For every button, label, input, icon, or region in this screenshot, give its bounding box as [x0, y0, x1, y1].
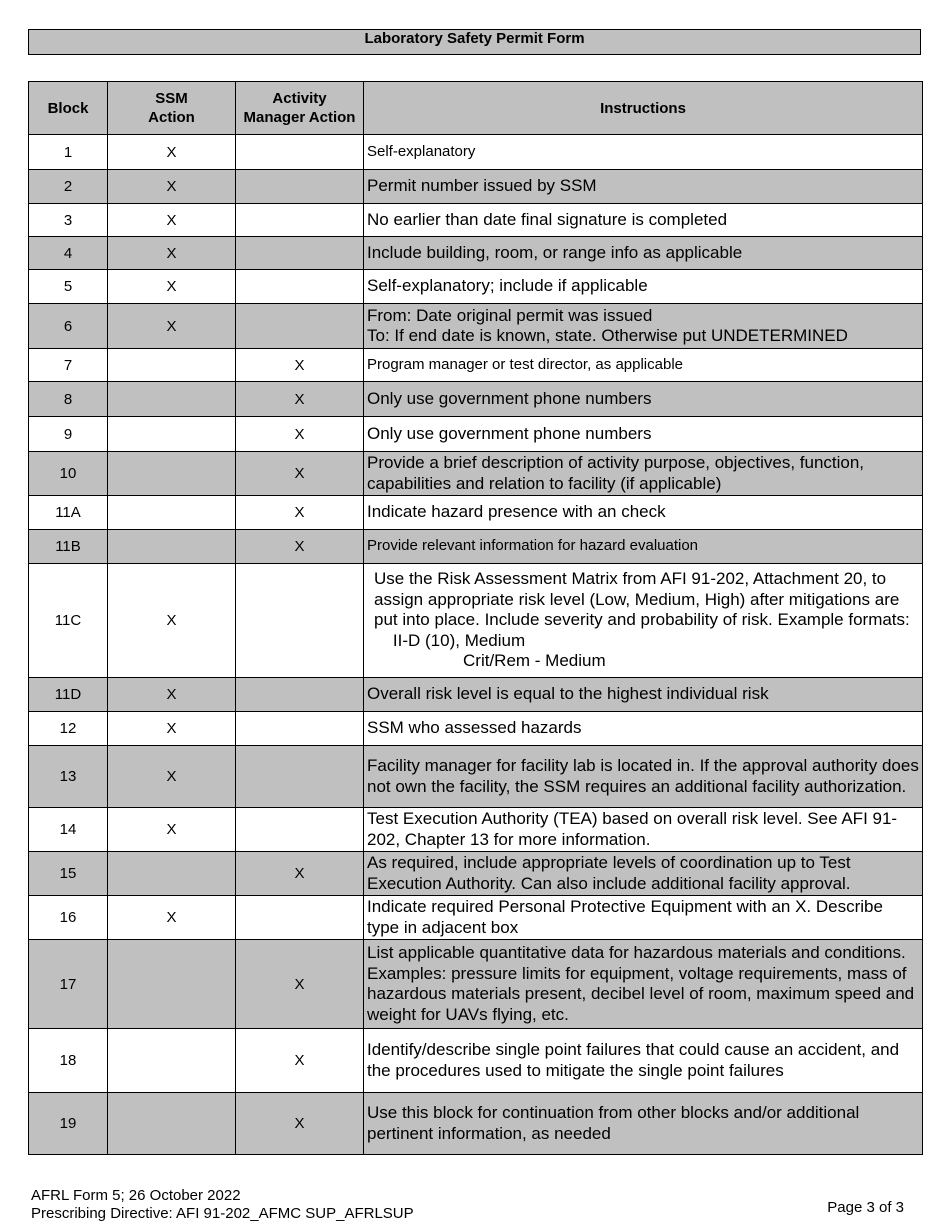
header-ssm-line2: Action: [148, 109, 195, 126]
block-number: 4: [29, 237, 108, 270]
ssm-action-mark: X: [108, 270, 236, 304]
instruction-text: Test Execution Authority (TEA) based on overall risk level. See AFI 91-202, Chapter 13 for more information.: [364, 808, 923, 852]
block-number: 17: [29, 940, 108, 1029]
table-row: [29, 530, 923, 564]
ssm-action-mark: [108, 382, 236, 417]
am-action-mark: X: [236, 940, 364, 1029]
ssm-action-mark: [108, 1029, 236, 1093]
am-action-mark: X: [236, 1093, 364, 1155]
ssm-action-mark: X: [108, 170, 236, 204]
am-action-mark: [236, 808, 364, 852]
table-row: [29, 417, 923, 452]
ssm-action-mark: X: [108, 564, 236, 678]
block-number: 2: [29, 170, 108, 204]
table-row: [29, 270, 923, 304]
table-row: [29, 237, 923, 270]
ssm-action-mark: X: [108, 204, 236, 237]
instruction-text: [364, 304, 923, 349]
block-number: 8: [29, 382, 108, 417]
am-action-mark: [236, 564, 364, 678]
block-number: 6: [29, 304, 108, 349]
footer-form-info: [31, 1187, 414, 1223]
ssm-action-mark: X: [108, 746, 236, 808]
am-action-mark: [236, 712, 364, 746]
ssm-action-mark: X: [108, 678, 236, 712]
instruction-text: Identify/describe single point failures that could cause an accident, and the procedures used to mitigate the single point failures: [364, 1029, 923, 1093]
ssm-action-mark: X: [108, 712, 236, 746]
block-number: 19: [29, 1093, 108, 1155]
instruction-text: Overall risk level is equal to the highest individual risk: [364, 678, 923, 712]
instruction-text: Self-explanatory: [364, 135, 923, 170]
am-action-mark: [236, 896, 364, 940]
table-row: [29, 452, 923, 496]
instruction-text: Use this block for continuation from other blocks and/or additional pertinent information, as needed: [364, 1093, 923, 1155]
table-row: [29, 896, 923, 940]
header-instructions: Instructions: [364, 82, 923, 135]
am-action-mark: [236, 270, 364, 304]
form-title: Laboratory Safety Permit Form: [28, 29, 921, 55]
am-action-mark: X: [236, 1029, 364, 1093]
block-number: 11B: [29, 530, 108, 564]
example-format-2-text: Crit/Rem - Medium: [463, 651, 606, 671]
table-row: [29, 304, 923, 349]
block-number: 11C: [29, 564, 108, 678]
table-row: [29, 382, 923, 417]
ssm-action-mark: X: [108, 896, 236, 940]
instruction-text: As required, include appropriate levels of coordination up to Test Execution Authority. Can also include additional facility approval.: [364, 852, 923, 896]
instruction-text: Indicate hazard presence with an check: [364, 496, 923, 530]
am-action-mark: X: [236, 530, 364, 564]
ssm-action-mark: X: [108, 135, 236, 170]
am-action-mark: X: [236, 349, 364, 382]
am-action-mark: [236, 304, 364, 349]
instruction-text: Facility manager for facility lab is located in. If the approval authority does not own the facility, the SSM requires an additional facility authorization.: [364, 746, 923, 808]
am-action-mark: [236, 678, 364, 712]
am-action-mark: [236, 170, 364, 204]
ssm-action-mark: [108, 1093, 236, 1155]
table-row: [29, 496, 923, 530]
am-action-mark: [236, 135, 364, 170]
instruction-main: Use the Risk Assessment Matrix from AFI 91-202, Attachment 20, to assign appropriate risk level (Low, Medium, High) after mitigations are put into place. Include severity and probability of risk. Example formats:: [374, 569, 910, 630]
block-number: 1: [29, 135, 108, 170]
block-number: 15: [29, 852, 108, 896]
instruction-text: [364, 564, 923, 678]
ssm-action-mark: [108, 530, 236, 564]
header-ssm-line1: SSM: [155, 90, 188, 107]
block-number: 16: [29, 896, 108, 940]
am-action-mark: [236, 204, 364, 237]
instruction-from-line: From: Date original permit was issued: [367, 305, 653, 325]
table-row: [29, 204, 923, 237]
instruction-text: Provide relevant information for hazard evaluation: [364, 530, 923, 564]
table-row: [29, 1029, 923, 1093]
am-action-mark: X: [236, 452, 364, 496]
footer-form-id: AFRL Form 5; 26 October 2022: [31, 1187, 241, 1204]
am-action-mark: [236, 746, 364, 808]
table-row: [29, 1093, 923, 1155]
instruction-text: Provide a brief description of activity purpose, objectives, function, capabilities and relation to facility (if applicable): [364, 452, 923, 496]
am-action-mark: X: [236, 496, 364, 530]
table-row: [29, 808, 923, 852]
header-row: [29, 82, 923, 135]
am-action-mark: X: [236, 417, 364, 452]
instruction-text: Program manager or test director, as applicable: [364, 349, 923, 382]
block-number: 18: [29, 1029, 108, 1093]
header-am-line1: Activity: [272, 90, 327, 107]
instruction-text: Indicate required Personal Protective Equipment with an X. Describe type in adjacent box: [364, 896, 923, 940]
header-ssm-action: [108, 82, 236, 135]
example-format-2: [374, 651, 919, 672]
instruction-to-line: To: If end date is known, state. Otherwise put UNDETERMINED: [367, 326, 848, 345]
block-number: 11A: [29, 496, 108, 530]
table-row: [29, 852, 923, 896]
block-number: 13: [29, 746, 108, 808]
header-am-line2: Manager Action: [243, 109, 356, 126]
table-row: [29, 170, 923, 204]
block-number: 14: [29, 808, 108, 852]
instruction-text: No earlier than date final signature is completed: [364, 204, 923, 237]
table-row: [29, 349, 923, 382]
example-format-1: [374, 631, 525, 650]
instruction-text: Permit number issued by SSM: [364, 170, 923, 204]
am-action-mark: X: [236, 382, 364, 417]
ssm-action-mark: [108, 496, 236, 530]
block-number: 12: [29, 712, 108, 746]
table-row: [29, 746, 923, 808]
block-number: 9: [29, 417, 108, 452]
instruction-text: List applicable quantitative data for hazardous materials and conditions. Examples: pressure limits for equipment, voltage requirements, mass of hazardous materials present, decibel level of room, maximum speed and weight for UAVs flying, etc.: [364, 940, 923, 1029]
ssm-action-mark: X: [108, 237, 236, 270]
ssm-action-mark: [108, 940, 236, 1029]
ssm-action-mark: X: [108, 808, 236, 852]
footer-directive: Prescribing Directive: AFI 91-202_AFMC SUP_AFRLSUP: [31, 1205, 414, 1222]
block-number: 3: [29, 204, 108, 237]
ssm-action-mark: X: [108, 304, 236, 349]
header-block: Block: [29, 82, 108, 135]
ssm-action-mark: [108, 349, 236, 382]
page-number: Page 3 of 3: [827, 1199, 904, 1216]
table-row: [29, 712, 923, 746]
table-row: [29, 940, 923, 1029]
ssm-action-mark: [108, 417, 236, 452]
instruction-text: Only use government phone numbers: [364, 382, 923, 417]
block-number: 5: [29, 270, 108, 304]
block-number: 10: [29, 452, 108, 496]
header-activity-manager-action: [236, 82, 364, 135]
block-number: 11D: [29, 678, 108, 712]
am-action-mark: [236, 237, 364, 270]
table-row: [29, 678, 923, 712]
am-action-mark: X: [236, 852, 364, 896]
ssm-action-mark: [108, 852, 236, 896]
instruction-text: Self-explanatory; include if applicable: [364, 270, 923, 304]
instruction-text: Include building, room, or range info as applicable: [364, 237, 923, 270]
instructions-table: [28, 81, 923, 1155]
table-row: [29, 135, 923, 170]
instruction-text: Only use government phone numbers: [364, 417, 923, 452]
table-row: [29, 564, 923, 678]
example-format-1-text: II-D (10), Medium: [392, 630, 526, 650]
block-number: 7: [29, 349, 108, 382]
instruction-text: SSM who assessed hazards: [364, 712, 923, 746]
ssm-action-mark: [108, 452, 236, 496]
